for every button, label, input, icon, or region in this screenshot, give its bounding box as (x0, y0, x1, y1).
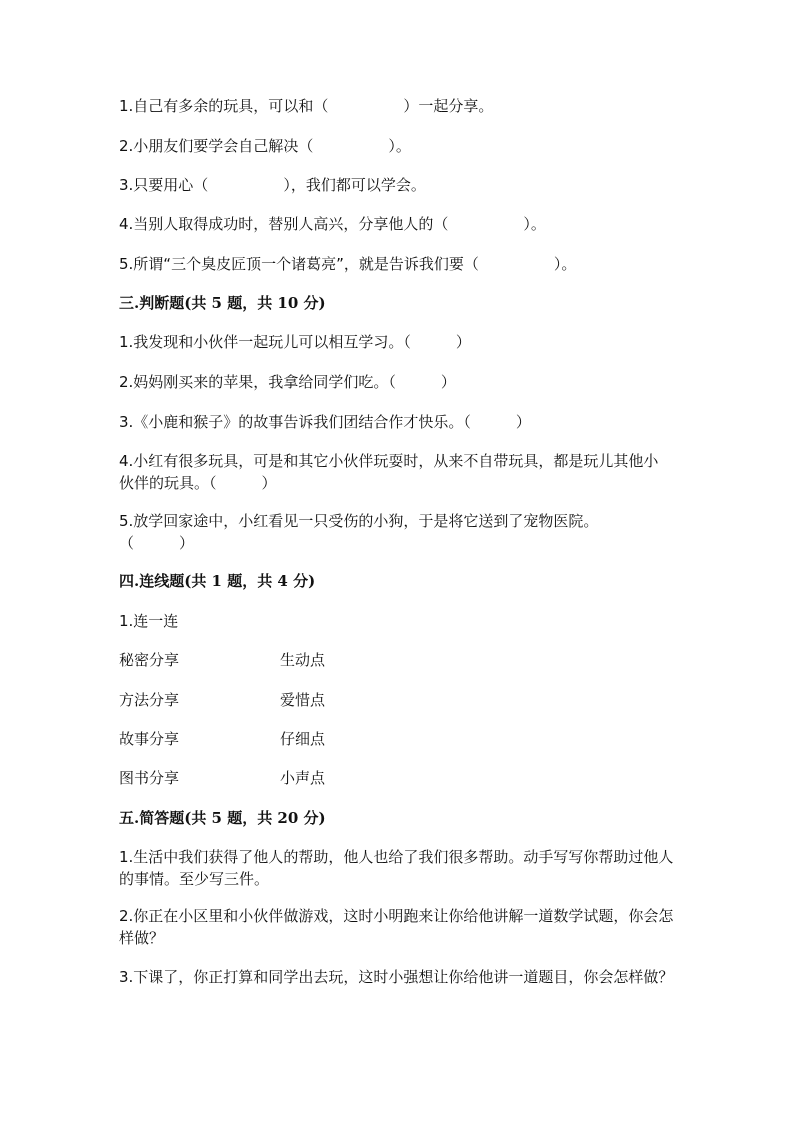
match-right-item-2: 爱惜点 (280, 691, 326, 709)
match-right-item-3: 仔细点 (280, 730, 326, 748)
short-answer-item-3: 3.下课了，你正打算和同学出去玩，这时小强想让你给他讲一道题目，你会怎样做？ (119, 968, 674, 986)
judge-item-2: 2.妈妈刚买来的苹果，我拿给同学们吃。（ ） (119, 373, 456, 391)
short-answer-item-2: 2.你正在小区里和小伙伴做游戏，这时小明跑来让你给他讲解一道数学试题，你会怎样做？ (119, 907, 674, 947)
match-left-item-2: 方法分享 (119, 691, 180, 709)
match-left-item-4: 图书分享 (119, 769, 180, 787)
fill-blank-item-1: 1.自己有多余的玩具，可以和（ ）一起分享。 (119, 97, 494, 115)
short-answer-section-heading: 五.简答题(共 5 题，共 20 分) (119, 809, 326, 827)
fill-blank-item-3: 3.只要用心（ ），我们都可以学会。 (119, 176, 426, 194)
short-answer-item-1: 1.生活中我们获得了他人的帮助，他人也给了我们很多帮助。动手写写你帮助过他人的事情。至少写三件。 (119, 848, 674, 888)
match-left-item-3: 故事分享 (119, 730, 180, 748)
match-question: 1.连一连 (119, 612, 179, 630)
fill-blank-item-4: 4.当别人取得成功时，替别人高兴，分享他人的（ ）。 (119, 215, 546, 233)
match-left-item-1: 秘密分享 (119, 651, 180, 669)
fill-blank-item-2: 2.小朋友们要学会自己解决（ ）。 (119, 137, 411, 155)
judge-item-5: 5.放学回家途中，小红看见一只受伤的小狗，于是将它送到了宠物医院。（ ） (119, 512, 599, 552)
match-right-item-4: 小声点 (280, 769, 326, 787)
judge-item-1: 1.我发现和小伙伴一起玩儿可以相互学习。（ ） (119, 333, 471, 351)
judge-item-3: 3.《小鹿和猴子》的故事告诉我们团结合作才快乐。（ ） (119, 413, 531, 431)
judge-item-4: 4.小红有很多玩具，可是和其它小伙伴玩耍时，从来不自带玩具，都是玩儿其他小伙伴的玩具。（ ） (119, 452, 659, 492)
match-section-heading: 四.连线题(共 1 题，共 4 分) (119, 572, 316, 590)
match-right-item-1: 生动点 (280, 651, 326, 669)
judge-section-heading: 三.判断题(共 5 题，共 10 分) (119, 294, 326, 312)
fill-blank-item-5: 5.所谓“三个臭皮匠顶一个诸葛亮”，就是告诉我们要（ ）。 (119, 255, 577, 273)
